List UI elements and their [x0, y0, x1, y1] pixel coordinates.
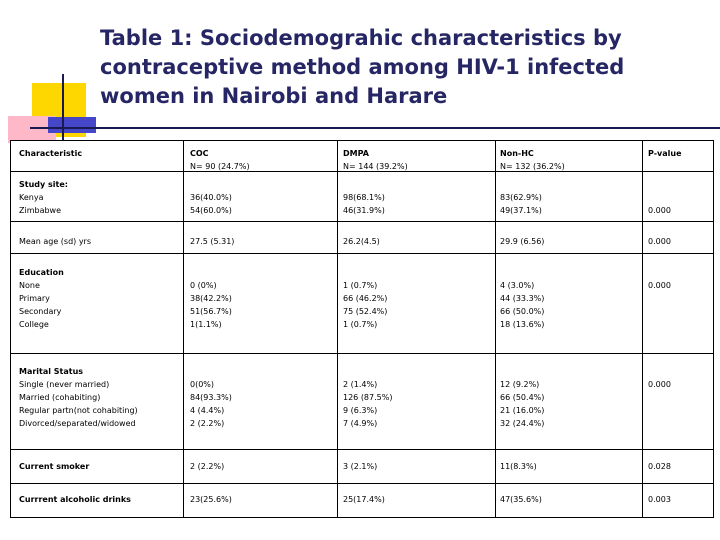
education-dmpa: 66 (46.2%)	[343, 294, 388, 303]
education-coc: 51(56.7%)	[190, 307, 232, 316]
slide-title: Table 1: Sociodemograhic characteristics by contraceptive method among HIV-1 infected women in Nairobi and Harare	[100, 26, 625, 108]
smoker-pvalue: 0.028	[648, 462, 671, 471]
marital-dmpa: 7 (4.9%)	[343, 419, 378, 428]
row-divider	[11, 353, 713, 354]
age-pvalue: 0.000	[648, 237, 671, 246]
header-dmpa: DMPA	[343, 149, 369, 158]
marital-dmpa: 9 (6.3%)	[343, 406, 378, 415]
decor-blue-square	[48, 117, 96, 133]
marital-nonhc: 66 (50.4%)	[500, 393, 545, 402]
alcohol-dmpa: 25(17.4%)	[343, 495, 385, 504]
marital-coc: 84(93.3%)	[190, 393, 232, 402]
marital-nonhc: 21 (16.0%)	[500, 406, 545, 415]
column-divider	[337, 141, 338, 517]
education-coc: 0 (0%)	[190, 281, 217, 290]
study-site-coc: 54(60.0%)	[190, 206, 232, 215]
marital-heading: Marital Status	[19, 367, 84, 376]
header-nonhc: Non-HC	[500, 149, 534, 158]
marital-label: Regular partn(not cohabiting)	[19, 406, 138, 415]
study-site-label: Kenya	[19, 193, 44, 202]
study-site-dmpa: 46(31.9%)	[343, 206, 385, 215]
age-nonhc: 29.9 (6.56)	[500, 237, 545, 246]
alcohol-nonhc: 47(35.6%)	[500, 495, 542, 504]
smoker-nonhc: 11(8.3%)	[500, 462, 537, 471]
alcohol-label: Currrent alcoholic drinks	[19, 495, 131, 504]
marital-dmpa: 126 (87.5%)	[343, 393, 393, 402]
header-coc-n: N= 90 (24.7%)	[190, 162, 250, 171]
marital-label: Married (cohabiting)	[19, 393, 101, 402]
education-dmpa: 1 (0.7%)	[343, 281, 378, 290]
age-dmpa: 26.2(4.5)	[343, 237, 380, 246]
marital-label: Divorced/separated/widowed	[19, 419, 136, 428]
row-divider	[11, 483, 713, 484]
study-site-nonhc: 83(62.9%)	[500, 193, 542, 202]
marital-pvalue: 0.000	[648, 380, 671, 389]
header-dmpa-n: N= 144 (39.2%)	[343, 162, 408, 171]
education-coc: 1(1.1%)	[190, 320, 222, 329]
education-nonhc: 18 (13.6%)	[500, 320, 545, 329]
header-nonhc-n: N= 132 (36.2%)	[500, 162, 565, 171]
education-heading: Education	[19, 268, 64, 277]
smoker-coc: 2 (2.2%)	[190, 462, 225, 471]
column-divider	[495, 141, 496, 517]
marital-nonhc: 12 (9.2%)	[500, 380, 540, 389]
study-site-pvalue: 0.000	[648, 206, 671, 215]
education-dmpa: 75 (52.4%)	[343, 307, 388, 316]
age-label: Mean age (sd) yrs	[19, 237, 92, 246]
marital-label: Single (never married)	[19, 380, 110, 389]
alcohol-pvalue: 0.003	[648, 495, 671, 504]
header-pvalue: P-value	[648, 149, 682, 158]
decor-horizontal-line	[30, 127, 720, 129]
smoker-dmpa: 3 (2.1%)	[343, 462, 378, 471]
smoker-label: Current smoker	[19, 462, 90, 471]
alcohol-coc: 23(25.6%)	[190, 495, 232, 504]
study-site-coc: 36(40.0%)	[190, 193, 232, 202]
column-divider	[183, 141, 184, 517]
marital-dmpa: 2 (1.4%)	[343, 380, 378, 389]
marital-coc: 2 (2.2%)	[190, 419, 225, 428]
education-coc: 38(42.2%)	[190, 294, 232, 303]
study-site-label: Zimbabwe	[19, 206, 62, 215]
column-divider	[642, 141, 643, 517]
education-label: College	[19, 320, 49, 329]
study-site-dmpa: 98(68.1%)	[343, 193, 385, 202]
education-nonhc: 44 (33.3%)	[500, 294, 545, 303]
row-divider	[11, 253, 713, 254]
decor-vertical-line	[62, 74, 64, 150]
marital-coc: 4 (4.4%)	[190, 406, 225, 415]
study-site-nonhc: 49(37.1%)	[500, 206, 542, 215]
education-label: Secondary	[19, 307, 62, 316]
header-coc: COC	[190, 149, 209, 158]
marital-nonhc: 32 (24.4%)	[500, 419, 545, 428]
data-table	[10, 140, 714, 518]
marital-coc: 0(0%)	[190, 380, 215, 389]
study-site-heading: Study site:	[19, 180, 68, 189]
age-coc: 27.5 (5.31)	[190, 237, 235, 246]
education-nonhc: 66 (50.0%)	[500, 307, 545, 316]
header-characteristic: Characteristic	[19, 149, 83, 158]
education-label: Primary	[19, 294, 50, 303]
row-divider	[11, 449, 713, 450]
education-pvalue: 0.000	[648, 281, 671, 290]
education-label: None	[19, 281, 40, 290]
education-dmpa: 1 (0.7%)	[343, 320, 378, 329]
education-nonhc: 4 (3.0%)	[500, 281, 535, 290]
row-divider	[11, 221, 713, 222]
